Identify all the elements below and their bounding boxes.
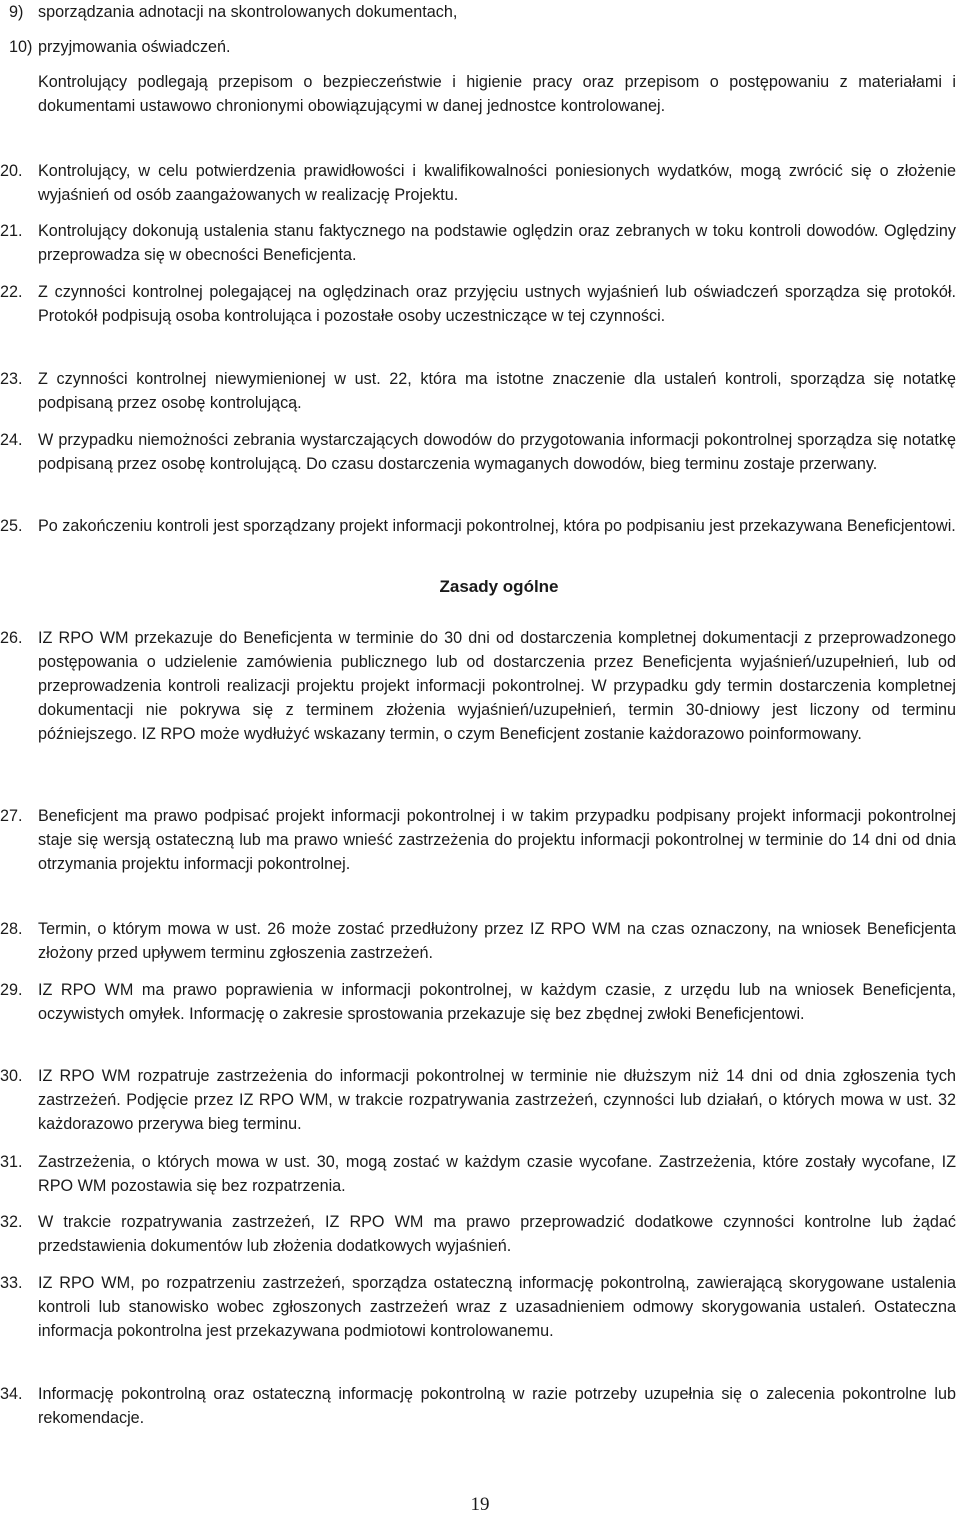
point-number: 21.	[0, 222, 23, 240]
list-item-text: sporządzania adnotacji na skontrolowanych dokumentach,	[38, 3, 458, 21]
point-text: Z czynności kontrolnej niewymienionej w ust. 22, która ma istotne znaczenie dla ustaleń kontroli, sporządza się notatkę podpisaną przez osobę kontrolującą.	[38, 370, 956, 412]
numbered-point	[0, 367, 960, 415]
intro-paragraph: Kontrolujący podlegają przepisom o bezpieczeństwie i higienie pracy oraz przepisom o postępowaniu z materiałami i dokumentami ustawowo chronionymi obowiązującymi w danej jednostce kontrolowanej.	[38, 73, 956, 115]
point-text: Termin, o którym mowa w ust. 26 może zostać przedłużony przez IZ RPO WM na czas oznaczony, na wniosek Beneficjenta złożony przed upływem terminu zgłoszenia zastrzeżeń.	[38, 920, 956, 962]
point-number: 31.	[0, 1153, 23, 1171]
numbered-point	[0, 428, 960, 476]
point-number: 28.	[0, 920, 23, 938]
page-number: 19	[470, 1494, 490, 1515]
point-number: 30.	[0, 1067, 23, 1085]
point-text: W trakcie rozpatrywania zastrzeżeń, IZ RPO WM ma prawo przeprowadzić dodatkowe czynności kontrolne lub żądać przedstawienia dokumentów lub złożenia dodatkowych wyjaśnień.	[38, 1213, 956, 1255]
point-number: 23.	[0, 370, 23, 388]
list-item	[0, 0, 960, 24]
point-number: 33.	[0, 1274, 23, 1292]
section-heading: Zasady ogólne	[439, 577, 559, 596]
numbered-point	[0, 219, 960, 267]
point-text: IZ RPO WM ma prawo poprawienia w informacji pokontrolnej, w każdym czasie, z urzędu lub na wniosek Beneficjenta, oczywistych omyłek. Informację o zakresie sprostowania przekazuje się bez zbędnej zwłoki Beneficjentowi.	[38, 981, 956, 1023]
point-text: IZ RPO WM, po rozpatrzeniu zastrzeżeń, sporządza ostateczną informację pokontrolną, zawierającą skorygowane ustalenia kontroli lub stanowisko wobec zgłoszonych zastrzeżeń wraz z uzasadnieniem odmowy skorygowania ustaleń. Ostateczna informacja pokontrolna jest przekazywana podmiotowi kontrolowanemu.	[38, 1274, 956, 1340]
point-number: 22.	[0, 283, 23, 301]
numbered-point	[0, 514, 960, 538]
point-text: IZ RPO WM rozpatruje zastrzeżenia do informacji pokontrolnej w terminie nie dłuższym niż 14 dni od dnia zgłoszenia tych zastrzeżeń. Podjęcie przez IZ RPO WM, w trakcie rozpatrywania zastrzeżeń, czynności lub działań, o których mowa w ust. 32 każdorazowo przerywa bieg terminu.	[38, 1067, 956, 1133]
list-item	[0, 35, 960, 59]
point-text: Beneficjent ma prawo podpisać projekt informacji pokontrolnej i w takim przypadku podpisany projekt informacji pokontrolnej staje się wersją ostateczną lub ma prawo wnieść zastrzeżenia do projektu informacji pokontrolnej w terminie do 14 dni od dnia otrzymania projektu informacji pokontrolnej.	[38, 807, 956, 873]
point-number: 26.	[0, 629, 23, 647]
numbered-point	[0, 917, 960, 965]
point-text: W przypadku niemożności zebrania wystarczających dowodów do przygotowania informacji pokontrolnej sporządza się notatkę podpisaną przez osobę kontrolującą. Do czasu dostarczenia wymaganych dowodów, bieg terminu zostaje przerwany.	[38, 431, 956, 473]
point-text: Po zakończeniu kontroli jest sporządzany projekt informacji pokontrolnej, która po podpisaniu jest przekazywana Beneficjentowi.	[38, 517, 956, 535]
point-number: 24.	[0, 431, 23, 449]
list-item-text: przyjmowania oświadczeń.	[38, 38, 231, 56]
point-number: 20.	[0, 162, 23, 180]
point-text: Z czynności kontrolnej polegającej na oględzinach oraz przyjęciu ustnych wyjaśnień lub oświadczeń sporządza się protokół. Protokół podpisują osoba kontrolująca i pozostałe osoby uczestniczące w tej czynności.	[38, 283, 956, 325]
point-text: Kontrolujący dokonują ustalenia stanu faktycznego na podstawie oględzin oraz zebranych w toku kontroli dowodów. Oględziny przeprowadza się w obecności Beneficjenta.	[38, 222, 956, 264]
numbered-point	[0, 280, 960, 328]
numbered-point	[0, 1271, 960, 1343]
numbered-point	[0, 1064, 960, 1136]
point-number: 34.	[0, 1385, 23, 1403]
point-text: Zastrzeżenia, o których mowa w ust. 30, mogą zostać w każdym czasie wycofane. Zastrzeżenia, które zostały wycofane, IZ RPO WM pozostawia się bez rozpatrzenia.	[38, 1153, 956, 1195]
numbered-point	[0, 978, 960, 1026]
numbered-point	[0, 804, 960, 876]
point-number: 32.	[0, 1213, 23, 1231]
numbered-point	[0, 1210, 960, 1258]
numbered-point	[0, 626, 960, 746]
point-number: 29.	[0, 981, 23, 999]
point-number: 25.	[0, 517, 23, 535]
point-text: IZ RPO WM przekazuje do Beneficjenta w terminie do 30 dni od dostarczenia kompletnej dokumentacji z przeprowadzonego postępowania o udzielenie zamówienia publicznego lub od dostarczenia przez Beneficjenta wyjaśnień/uzupełnień, lub od przeprowadzenia kontroli realizacji projektu projekt informacji pokontrolnej. W przypadku gdy termin dostarczenia kompletnej dokumentacji nie pokrywa się z terminem złożenia wyjaśnień/uzupełnień, termin 30-dniowy jest liczony od terminu późniejszego. IZ RPO może wydłużyć wskazany termin, o czym Beneficjent zostanie każdorazowo poinformowany.	[38, 629, 956, 743]
point-number: 27.	[0, 807, 23, 825]
numbered-point	[0, 159, 960, 207]
point-text: Informację pokontrolną oraz ostateczną informację pokontrolną w razie potrzeby uzupełnia się o zalecenia pokontrolne lub rekomendacje.	[38, 1385, 956, 1427]
point-text: Kontrolujący, w celu potwierdzenia prawidłowości i kwalifikowalności poniesionych wydatków, mogą zwrócić się o złożenie wyjaśnień od osób zaangażowanych w realizację Projektu.	[38, 162, 956, 204]
list-item-number: 9)	[9, 3, 24, 21]
numbered-point	[0, 1382, 960, 1430]
list-item-number: 10)	[9, 38, 33, 56]
numbered-point	[0, 1150, 960, 1198]
